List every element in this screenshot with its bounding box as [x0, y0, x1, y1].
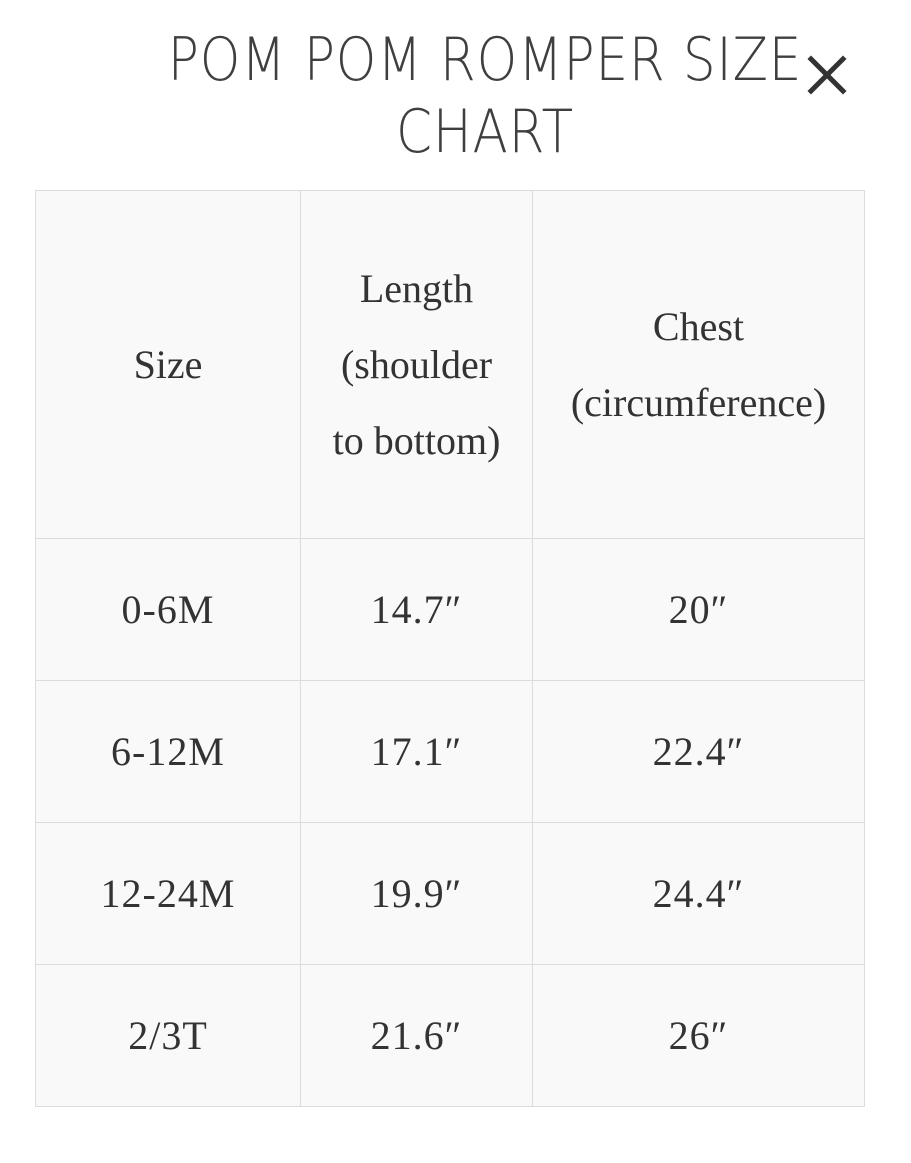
header-label: Length (shoulder to bottom)	[332, 265, 501, 463]
table-row	[36, 539, 865, 681]
header-cell-chest	[533, 191, 865, 539]
size-chart-table	[35, 190, 865, 1107]
modal-title: POM POM ROMPER SIZE CHART	[167, 25, 803, 167]
table-row	[36, 681, 865, 823]
length-cell: 21.6″	[301, 965, 533, 1107]
chest-cell: 26″	[533, 965, 865, 1107]
size-cell: 2/3T	[36, 965, 301, 1107]
header-cell-length	[301, 191, 533, 539]
header-label: Chest (circumference)	[570, 303, 827, 425]
size-cell: 0-6M	[36, 539, 301, 681]
length-cell: 19.9″	[301, 823, 533, 965]
length-cell: 17.1″	[301, 681, 533, 823]
length-cell: 14.7″	[301, 539, 533, 681]
header-cell-size	[36, 191, 301, 539]
size-cell: 12-24M	[36, 823, 301, 965]
chest-cell: 24.4″	[533, 823, 865, 965]
table-row	[36, 965, 865, 1107]
chest-cell: 22.4″	[533, 681, 865, 823]
size-cell: 6-12M	[36, 681, 301, 823]
table-header-row	[36, 191, 865, 539]
table-row	[36, 823, 865, 965]
header-label: Size	[133, 341, 203, 387]
chest-cell: 20″	[533, 539, 865, 681]
close-button[interactable]	[806, 54, 848, 96]
close-icon	[806, 54, 848, 96]
